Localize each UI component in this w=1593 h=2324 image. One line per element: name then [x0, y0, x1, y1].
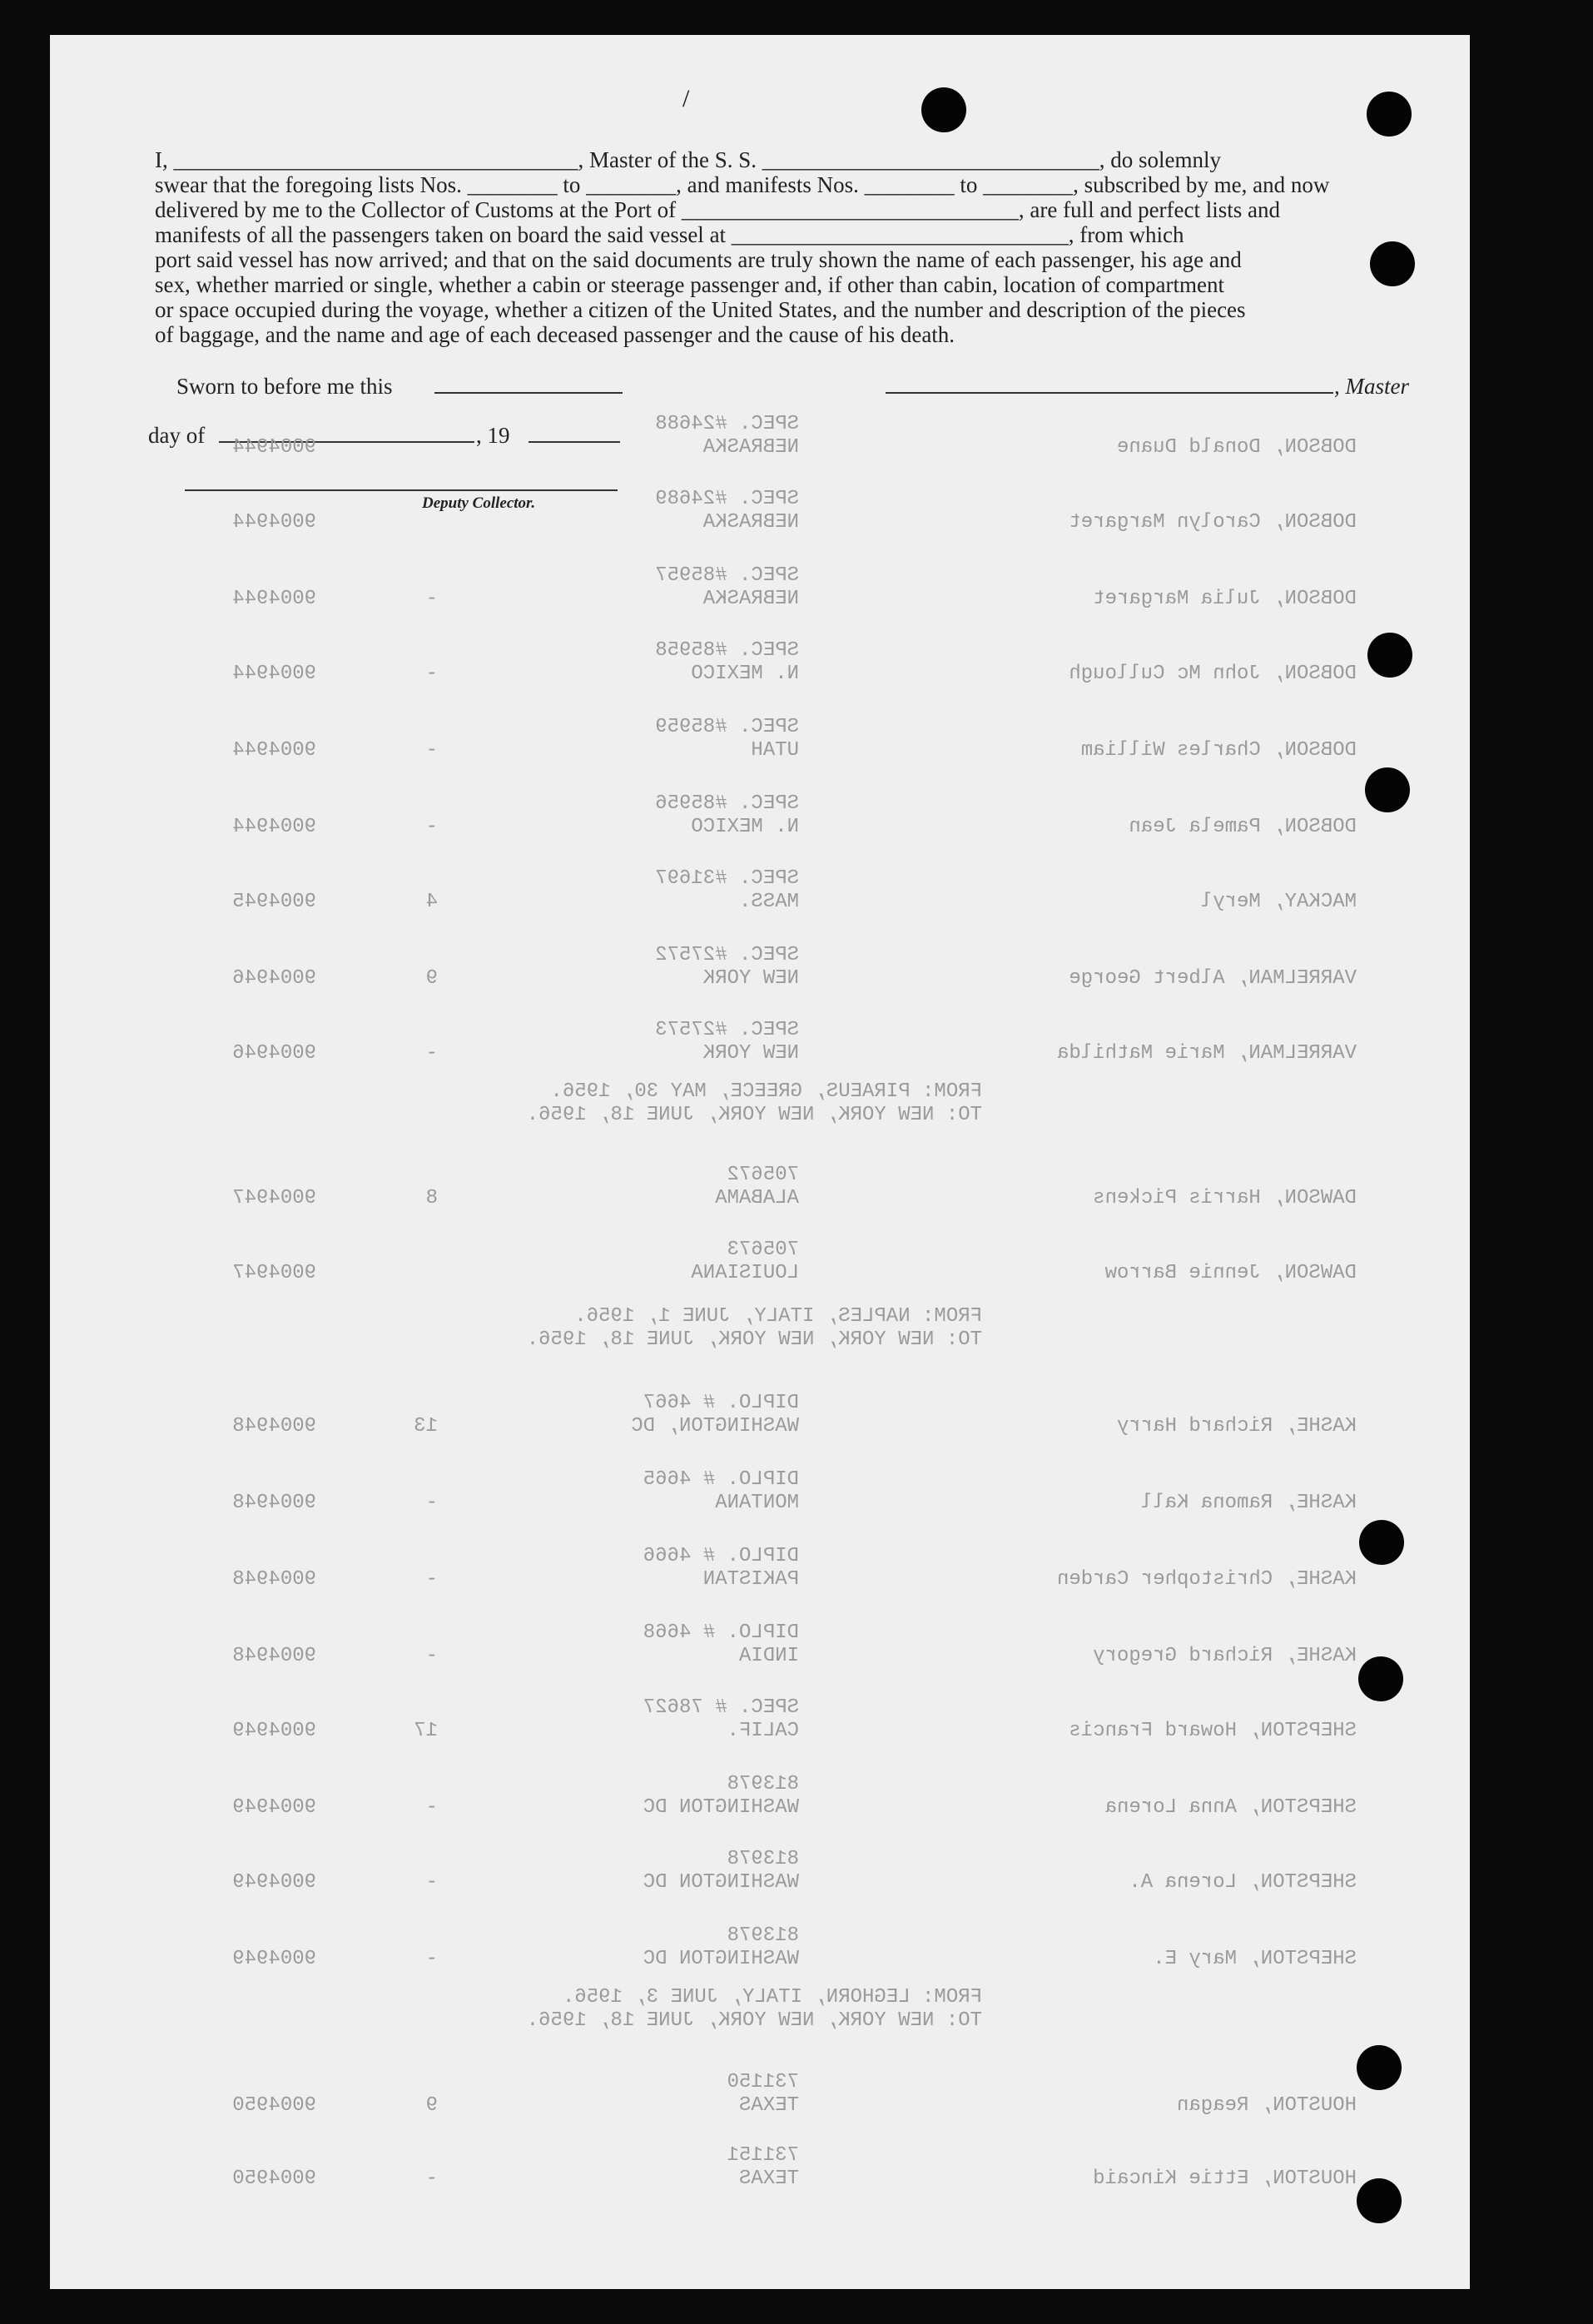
deputy-collector-line — [185, 489, 618, 491]
ghost-place: WASHINGTON DC — [643, 1871, 799, 1894]
ghost-place: NEW YORK — [702, 967, 799, 990]
ghost-record-number: 9004944 — [232, 511, 316, 534]
ghost-record-number: 9004945 — [232, 891, 316, 913]
ghost-age: 13 — [414, 1415, 438, 1438]
ghost-route-from: FROM: LEGHORN, ITALY, JUNE 3, 1956. — [562, 1986, 982, 2009]
ghost-age: - — [425, 1042, 438, 1065]
punch-hole — [1367, 633, 1412, 678]
manifest-page — [50, 35, 1470, 2289]
ghost-age: - — [425, 739, 438, 762]
oath-line: or space occupied during the voyage, whether a citizen of the United States, and the number and description of the pieces — [155, 297, 1246, 322]
oath-line: I, ____________________________________, Master of the S. S. ______________________________, do solemnly — [155, 147, 1221, 172]
ghost-document-number: SPEC. #27572 — [655, 944, 799, 966]
ghost-route-to: TO: NEW YORK, NEW YORK, JUNE 18, 1956. — [526, 2009, 982, 2032]
ghost-passenger-name: KASHE, Richard Gregory — [1093, 1645, 1357, 1667]
ghost-document-number: SPEC. # 78627 — [643, 1696, 799, 1719]
ghost-age: - — [425, 816, 438, 838]
ghost-record-number: 9004944 — [232, 663, 316, 685]
ghost-passenger-name: KASHE, Ramona Kall — [1140, 1492, 1357, 1514]
ghost-record-number: 9004949 — [232, 1720, 316, 1742]
sworn-date-line — [434, 392, 623, 394]
deputy-collector-label: Deputy Collector. — [422, 494, 536, 512]
ink-mark: / — [682, 85, 690, 112]
ghost-age: - — [425, 588, 438, 610]
ghost-place: N. MEXICO — [691, 663, 799, 685]
ghost-document-number: SPEC. #85956 — [655, 792, 799, 815]
ghost-record-number: 9004950 — [232, 2168, 316, 2190]
ghost-passenger-name: SHEPSTON, Lorena A. — [1129, 1871, 1357, 1894]
ghost-place: TEXAS — [738, 2094, 799, 2117]
ghost-passenger-name: DOBSON, Carolyn Margaret — [1069, 511, 1357, 534]
ghost-place: MONTANA — [715, 1492, 799, 1514]
ghost-document-number: DIPLO. # 4668 — [643, 1621, 799, 1644]
ghost-document-number: SPEC. #24689 — [655, 488, 799, 510]
ghost-passenger-name: DOBSON, Charles William — [1080, 739, 1357, 762]
ghost-record-number: 9004949 — [232, 1796, 316, 1819]
ghost-document-number: 813978 — [727, 1773, 799, 1795]
ghost-passenger-name: HOUSTON, Ettie Kincaid — [1093, 2168, 1357, 2190]
ghost-route-from: FROM: PIRAEUS, GREECE, MAY 30, 1956. — [550, 1080, 982, 1103]
ghost-record-number: 9004950 — [232, 2094, 316, 2117]
ghost-record-number: 9004947 — [232, 1187, 316, 1209]
ghost-place: CALIF. — [727, 1720, 799, 1742]
ghost-age: - — [425, 1645, 438, 1667]
ghost-place: N. MEXICO — [691, 816, 799, 838]
ghost-record-number: 9004948 — [232, 1415, 316, 1438]
ghost-place: PAKISTAN — [702, 1568, 799, 1591]
ghost-passenger-name: VARRELMAN, Albert George — [1069, 967, 1357, 990]
ghost-age: 9 — [425, 967, 438, 990]
ghost-document-number: 705672 — [727, 1164, 799, 1186]
punch-hole — [1357, 2178, 1402, 2223]
ghost-passenger-name: HOUSTON, Reagan — [1176, 2094, 1357, 2117]
sworn-label: Sworn to before me this — [176, 374, 393, 399]
oath-line: manifests of all the passengers taken on board the said vessel at ______________________________, from which — [155, 222, 1184, 247]
ghost-place: NEBRASKA — [702, 588, 799, 610]
ghost-passenger-name: DOBSON, Pamela Jean — [1129, 816, 1357, 838]
ghost-passenger-name: SHEPSTON, Mary E. — [1153, 1948, 1357, 1970]
ghost-age: - — [425, 1492, 438, 1514]
punch-hole — [1365, 767, 1410, 812]
year-label: , 19 — [476, 423, 510, 448]
ghost-place: INDIA — [738, 1645, 799, 1667]
ghost-passenger-name: VARRELMAN, Marie Mathilda — [1056, 1042, 1357, 1065]
ghost-passenger-name: DOBSON, John Mc Cullough — [1069, 663, 1357, 685]
punch-hole — [1358, 1656, 1403, 1701]
ghost-age: - — [425, 1568, 438, 1591]
ghost-place: UTAH — [751, 739, 799, 762]
ghost-place: NEBRASKA — [702, 436, 799, 459]
punch-hole — [1370, 241, 1415, 286]
ghost-age: - — [425, 1871, 438, 1894]
ghost-passenger-name: DAWSON, Jennie Barrow — [1104, 1262, 1357, 1284]
ghost-passenger-name: KASHE, Christopher Carden — [1056, 1568, 1357, 1591]
oath-paragraph — [155, 147, 1470, 347]
ghost-passenger-name: SHEPSTON, Howard Francis — [1069, 1720, 1357, 1742]
ghost-record-number: 9004944 — [232, 816, 316, 838]
ghost-place: WASHINGTON DC — [643, 1796, 799, 1819]
ghost-record-number: 9004948 — [232, 1492, 316, 1514]
ghost-record-number: 9004944 — [232, 436, 316, 459]
oath-line: sex, whether married or single, whether a cabin or steerage passenger and, if other than cabin, location of compartment — [155, 272, 1225, 297]
ghost-passenger-name: KASHE, Richard Harry — [1116, 1415, 1357, 1438]
day-of-label: day of — [148, 423, 206, 448]
ghost-record-number: 9004946 — [232, 1042, 316, 1065]
ghost-record-number: 9004949 — [232, 1871, 316, 1894]
ghost-route-from: FROM: NAPLES, ITALY, JUNE 1, 1956. — [574, 1305, 982, 1328]
master-signature-line — [886, 392, 1333, 394]
ghost-document-number: 813978 — [727, 1924, 799, 1947]
ghost-record-number: 9004944 — [232, 739, 316, 762]
oath-line: of baggage, and the name and age of each deceased passenger and the cause of his death. — [155, 322, 955, 347]
punch-hole — [921, 87, 966, 132]
ghost-age: 17 — [414, 1720, 438, 1742]
oath-line: delivered by me to the Collector of Customs at the Port of ______________________________, are full and perfect lists and — [155, 197, 1281, 222]
ghost-document-number: 705673 — [727, 1239, 799, 1261]
ghost-route-to: TO: NEW YORK, NEW YORK, JUNE 18, 1956. — [526, 1104, 982, 1126]
ghost-document-number: 731151 — [727, 2144, 799, 2167]
ghost-document-number: SPEC. #85958 — [655, 639, 799, 662]
ghost-record-number: 9004944 — [232, 588, 316, 610]
ghost-route-to: TO: NEW YORK, NEW YORK, JUNE 18, 1956. — [526, 1328, 982, 1351]
punch-hole — [1357, 2045, 1402, 2090]
ghost-document-number: DIPLO. # 4666 — [643, 1545, 799, 1567]
ghost-passenger-name: MACKAY, Meryl — [1200, 891, 1357, 913]
ghost-document-number: SPEC. #85959 — [655, 716, 799, 738]
ghost-place: MASS. — [738, 891, 799, 913]
ghost-document-number: 731150 — [727, 2071, 799, 2093]
ghost-age: - — [425, 663, 438, 685]
master-label: , Master — [1334, 374, 1409, 399]
ghost-record-number: 9004947 — [232, 1262, 316, 1284]
oath-line: port said vessel has now arrived; and that on the said documents are truly shown the name of each passenger, his age and — [155, 247, 1242, 272]
ghost-age: 4 — [425, 891, 438, 913]
ghost-record-number: 9004948 — [232, 1568, 316, 1591]
punch-hole — [1359, 1520, 1404, 1565]
ghost-passenger-name: DAWSON, Harris Pickens — [1093, 1187, 1357, 1209]
ghost-place: LOUISIANA — [691, 1262, 799, 1284]
ghost-place: TEXAS — [738, 2168, 799, 2190]
ghost-document-number: SPEC. #24688 — [655, 413, 799, 435]
ghost-document-number: DIPLO. # 4665 — [643, 1468, 799, 1491]
ghost-document-number: SPEC. #85957 — [655, 564, 799, 587]
ghost-passenger-name: DOBSON, Donald Duane — [1116, 436, 1357, 459]
ghost-place: WASHINGTON, DC — [631, 1415, 799, 1438]
ghost-document-number: DIPLO. # 4667 — [643, 1392, 799, 1414]
punch-hole — [1367, 92, 1412, 137]
ghost-place: WASHINGTON DC — [643, 1948, 799, 1970]
ghost-document-number: SPEC. #27573 — [655, 1019, 799, 1041]
ghost-place: NEBRASKA — [702, 511, 799, 534]
ghost-record-number: 9004948 — [232, 1645, 316, 1667]
ghost-age: 9 — [425, 2094, 438, 2117]
ghost-document-number: 813978 — [727, 1848, 799, 1870]
ghost-document-number: SPEC. #31697 — [655, 867, 799, 890]
ghost-passenger-name: DOBSON, Julia Margaret — [1093, 588, 1357, 610]
ghost-record-number: 9004946 — [232, 967, 316, 990]
ghost-place: ALABAMA — [715, 1187, 799, 1209]
ghost-age: - — [425, 1796, 438, 1819]
oath-line: swear that the foregoing lists Nos. ________ to ________, and manifests Nos. ________ to ________, subscribed by me, and now — [155, 172, 1330, 197]
ghost-passenger-name: SHEPSTON, Anna Lorena — [1104, 1796, 1357, 1819]
ghost-age: 8 — [425, 1187, 438, 1209]
ghost-record-number: 9004949 — [232, 1948, 316, 1970]
ghost-age: - — [425, 1948, 438, 1970]
ghost-place: NEW YORK — [702, 1042, 799, 1065]
ghost-age: - — [425, 2168, 438, 2190]
